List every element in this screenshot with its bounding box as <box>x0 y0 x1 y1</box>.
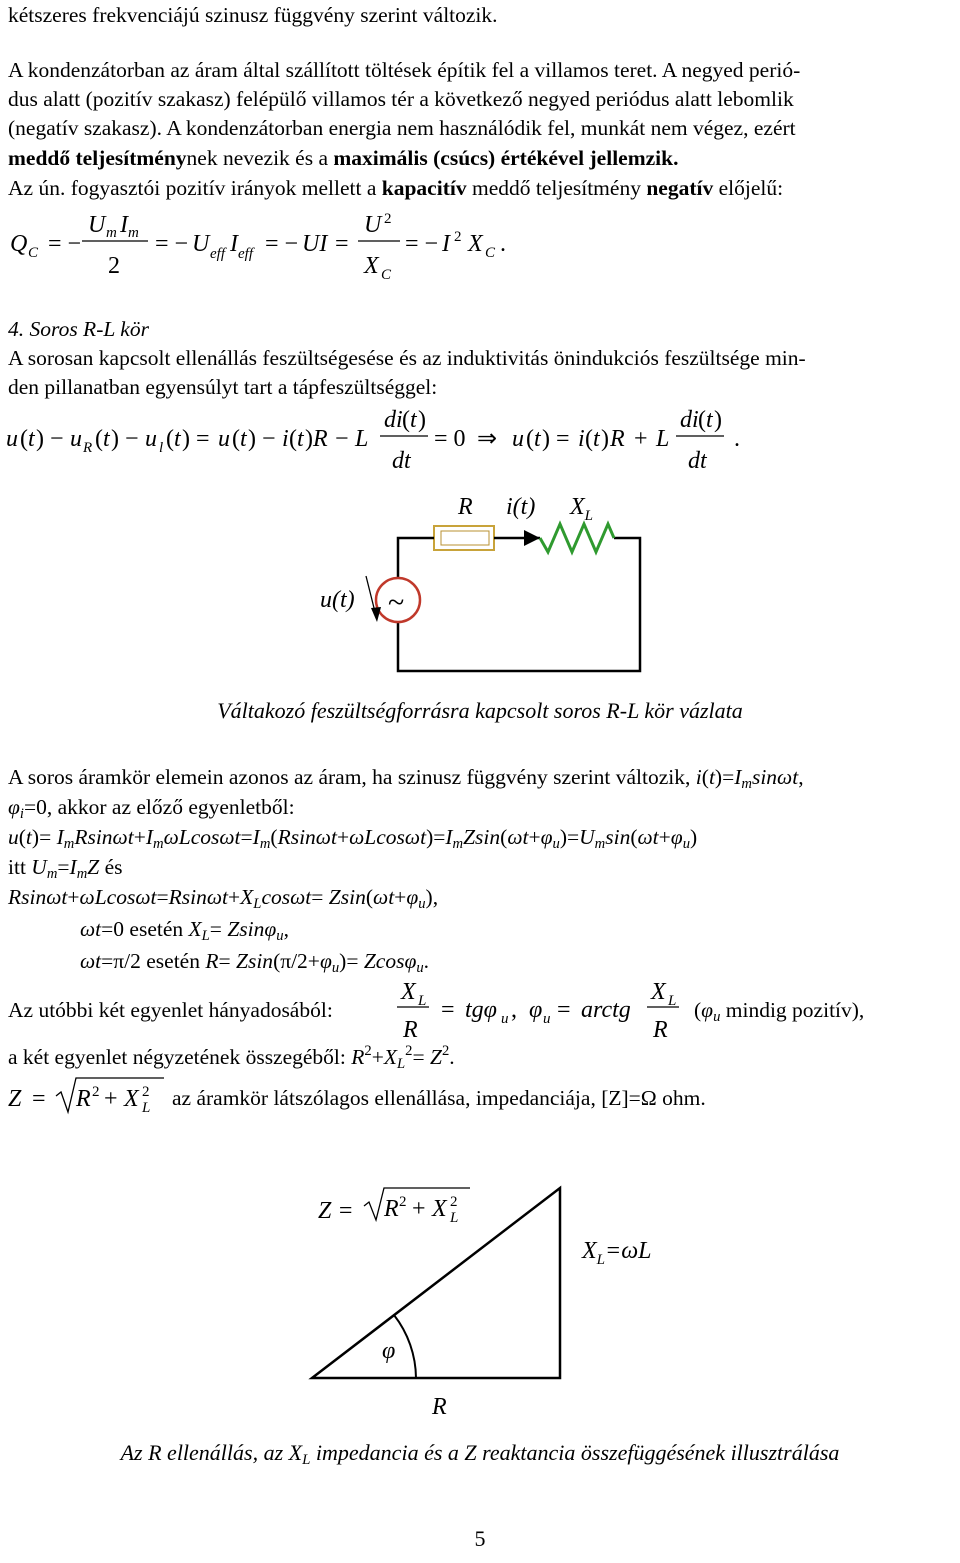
voltage-label: u(t) <box>320 587 355 613</box>
svg-text:= −: = − <box>265 231 299 257</box>
svg-text:U: U <box>192 231 210 257</box>
svg-text:(: ( <box>232 426 240 452</box>
svg-text:eff: eff <box>210 246 225 262</box>
svg-text:+: + <box>634 426 648 452</box>
text-line: A kondenzátorban az áram által szállított töltések építik fel a villamos teret. A negyed perió- <box>8 58 801 82</box>
formula-ratio <box>395 975 715 1045</box>
formula-qc <box>0 205 600 285</box>
text-span: előjelű: <box>713 176 784 200</box>
text-span: esetén <box>129 917 184 941</box>
svg-text:di: di <box>384 407 403 433</box>
svg-text:R: R <box>76 1086 91 1112</box>
svg-text:(: ( <box>585 426 593 452</box>
svg-text:.: . <box>734 426 740 452</box>
svg-text:⇒: ⇒ <box>477 426 498 452</box>
svg-text:R: R <box>83 440 93 456</box>
text-line: ($\varphi_u$ mindig pozitív), <box>694 998 865 1025</box>
svg-text:m: m <box>128 225 139 241</box>
svg-text:−: − <box>125 426 139 452</box>
svg-text:2: 2 <box>108 253 120 279</box>
svg-text:): ) <box>601 426 609 452</box>
svg-text:u: u <box>218 426 230 452</box>
svg-text:): ) <box>305 426 313 452</box>
svg-text:=: = <box>335 231 349 257</box>
svg-text:+: + <box>104 1086 118 1112</box>
svg-text:L: L <box>656 426 670 452</box>
svg-text:L: L <box>450 1210 459 1226</box>
svg-text:t: t <box>593 426 600 452</box>
text-line: $\varphi_i=0$, akkor az előző egyenletből: <box>8 795 295 822</box>
svg-text:=: = <box>32 1086 46 1112</box>
svg-text:tgφ: tgφ <box>465 997 497 1023</box>
bold-term: meddő teljesítmény <box>8 146 187 170</box>
text-span: mindig pozitív), <box>725 998 865 1022</box>
formula-line: $Rsin\omega t+\omega Lcos\omega t=Rsin\omega t+X_L\cos\omega t= Zsin(\omega t+\varphi_u)$, <box>8 885 439 912</box>
text-line: dus alatt (pozitív szakasz) felépülő villamos tér a következő negyed periódus alatt lebomlik <box>8 87 794 111</box>
svg-text:R: R <box>653 1017 668 1043</box>
svg-text:R: R <box>610 426 625 452</box>
inductor-symbol <box>540 524 614 552</box>
text-span: nek nevezik és a <box>186 146 334 170</box>
svg-text:u: u <box>543 1011 551 1027</box>
svg-text:(: ( <box>698 407 706 433</box>
circuit-caption: Váltakozó feszültségforrásra kapcsolt soros R-L kör vázlata <box>217 698 743 723</box>
svg-text:X: X <box>401 979 416 1005</box>
svg-text:di: di <box>680 407 699 433</box>
triangle-caption <box>0 1440 960 1466</box>
formula-line: itt $U_m=I_mZ$ és <box>8 855 123 882</box>
svg-text:R: R <box>403 1017 418 1043</box>
text-span: meddő teljesítmény <box>466 176 647 200</box>
svg-text:.: . <box>500 231 506 257</box>
svg-text:X: X <box>468 231 483 257</box>
svg-text:(: ( <box>20 426 28 452</box>
text-line <box>8 173 783 203</box>
svg-text:): ) <box>248 426 256 452</box>
svg-text:Q: Q <box>10 231 28 257</box>
svg-text:m: m <box>106 225 117 241</box>
svg-text:L: L <box>142 1100 151 1116</box>
triangle-xl-label: $X_L=\omega L$ <box>582 1238 652 1268</box>
svg-text:t: t <box>240 426 247 452</box>
angle-label: φ <box>382 1338 396 1364</box>
formula-kvl <box>0 402 760 478</box>
svg-text:2: 2 <box>399 1194 407 1210</box>
formula-line: ωt=π/2 esetén $R= Zsin(\pi/2+\varphi_u)= Zcos\varphi_u$. <box>80 949 430 976</box>
svg-text:t: t <box>706 407 713 433</box>
svg-text:(: ( <box>289 426 297 452</box>
svg-text:i: i <box>282 426 289 452</box>
impedance-triangle <box>0 1180 960 1420</box>
text-line: kétszeres frekvenciájú szinusz függvény szerint változik. <box>8 3 498 27</box>
inductance-label: $X_L$ <box>570 494 594 524</box>
svg-text:= 0: = 0 <box>434 426 466 452</box>
svg-text:(: ( <box>402 407 410 433</box>
svg-text:= −: = − <box>155 231 189 257</box>
svg-text:L: L <box>418 993 427 1009</box>
resistor-label: R <box>458 494 473 520</box>
svg-text:u: u <box>70 426 82 452</box>
svg-text:−: − <box>335 426 349 452</box>
svg-text:2: 2 <box>454 229 462 245</box>
svg-text:C: C <box>28 245 39 261</box>
formula-z <box>0 1074 180 1120</box>
svg-text:X: X <box>651 979 666 1005</box>
text-line: (negatív szakasz). A kondenzátorban energia nem használódik fel, munkát nem végez, ezért <box>8 116 796 140</box>
svg-text:t: t <box>534 426 541 452</box>
svg-text:C: C <box>381 267 392 283</box>
svg-text:): ) <box>418 407 426 433</box>
svg-text:t: t <box>28 426 35 452</box>
svg-text:u: u <box>501 1011 509 1027</box>
text-span: =0, akkor az előző egyenletből: <box>23 795 295 819</box>
text-span: és <box>104 855 123 879</box>
text-span: L <box>302 1452 311 1468</box>
svg-text:,: , <box>511 997 517 1023</box>
circuit-wires <box>398 538 640 671</box>
formula-line: ωt=0 esetén $X_L= Zsin\varphi_u$, <box>80 917 289 944</box>
page-number: 5 <box>474 1526 486 1551</box>
svg-text:t: t <box>410 407 417 433</box>
svg-text:u: u <box>512 426 524 452</box>
svg-text:I: I <box>120 212 128 238</box>
svg-text:=: = <box>441 997 455 1023</box>
text-line: den pillanatban egyensúlyt tart a tápfeszültséggel: <box>8 375 438 399</box>
svg-text:u: u <box>145 426 157 452</box>
svg-text:U: U <box>88 212 106 238</box>
text-line: A soros áramkör elemein azonos az áram, ha szinusz függvény szerint változik, $i(t)=I_m\sin\omega t$, <box>8 765 804 792</box>
svg-text:φ: φ <box>529 997 543 1023</box>
bold-term: kapacitív <box>381 176 467 200</box>
current-arrow <box>524 530 540 546</box>
svg-text:): ) <box>36 426 44 452</box>
svg-text:2: 2 <box>384 211 392 227</box>
svg-text:U: U <box>364 212 382 238</box>
svg-text:i: i <box>578 426 585 452</box>
svg-text:): ) <box>714 407 722 433</box>
text-span: esetén <box>146 949 200 973</box>
section-title: 4. Soros R-L kör <box>8 317 149 341</box>
svg-text:X: X <box>432 1196 447 1222</box>
svg-text:=: = <box>557 997 571 1023</box>
text-line: az áramkör látszólagos ellenállása, impedanciája, [Z]=Ω ohm. <box>172 1086 706 1110</box>
svg-text:+: + <box>412 1196 426 1222</box>
svg-text:): ) <box>182 426 190 452</box>
text-span: A soros áramkör elemein azonos az áram, ha szinusz függvény szerint változik, <box>8 765 691 789</box>
svg-text:R: R <box>313 426 328 452</box>
svg-text:u: u <box>6 426 18 452</box>
triangle-z-label: Z = <box>318 1198 354 1224</box>
angle-arc <box>394 1315 416 1378</box>
svg-text:= −: = − <box>405 231 439 257</box>
svg-text:I: I <box>442 231 450 257</box>
text-span: itt <box>8 855 26 879</box>
svg-text:−: − <box>50 426 64 452</box>
text-span: Az R ellenállás, az X <box>120 1440 303 1465</box>
svg-text:dt: dt <box>688 448 707 474</box>
bold-term: negatív <box>646 176 714 200</box>
svg-text:UI: UI <box>302 231 328 257</box>
svg-text:= −: = − <box>48 231 82 257</box>
svg-text:C: C <box>485 245 496 261</box>
svg-text:R: R <box>384 1196 399 1222</box>
svg-text:L: L <box>668 993 677 1009</box>
text-span: impedancia és a Z reaktancia összefüggésének illusztrálása <box>310 1440 840 1465</box>
svg-text:Z: Z <box>8 1086 22 1112</box>
text-span: a két egyenlet négyzetének összegéből: <box>8 1045 346 1069</box>
svg-text:): ) <box>542 426 550 452</box>
svg-text:t: t <box>297 426 304 452</box>
svg-text:eff: eff <box>238 246 253 262</box>
text-line: Az utóbbi két egyenlet hányadosából: <box>8 998 333 1022</box>
svg-text:t: t <box>174 426 181 452</box>
circuit-diagram <box>0 490 960 690</box>
svg-text:I: I <box>230 231 238 257</box>
svg-text:2: 2 <box>142 1084 150 1100</box>
bold-term: maximális (csúcs) értékével jellemzik. <box>333 146 679 170</box>
svg-text:2: 2 <box>450 1194 458 1210</box>
svg-text:−: − <box>262 426 276 452</box>
current-label: i(t) <box>506 494 536 520</box>
svg-text:l: l <box>159 440 164 456</box>
triangle-r-label: R <box>432 1394 447 1420</box>
source-symbol: ~ <box>388 586 405 619</box>
text-span: Az ún. fogyasztói pozitív irányok mellett a <box>8 176 382 200</box>
svg-text:=: = <box>556 426 570 452</box>
svg-text:dt: dt <box>392 448 411 474</box>
svg-text:(: ( <box>95 426 103 452</box>
svg-text:L: L <box>355 426 369 452</box>
svg-text:X: X <box>124 1086 139 1112</box>
formula-line: $u(t)= I_mRsin\omega t+I_m\omega Lcos\omega t=I_m(Rsin\omega t+\omega Lcos\omega t)=I_mZsin(\omega t+\varphi_u)=U_m\sin(\omega t+\varphi_u)$ <box>8 825 698 852</box>
svg-text:2: 2 <box>92 1084 100 1100</box>
svg-text:t: t <box>103 426 110 452</box>
text-line: A sorosan kapcsolt ellenállás feszültségesése és az induktivitás önindukciós feszültsége min- <box>8 346 806 370</box>
svg-text:X: X <box>364 253 379 279</box>
text-line: a két egyenlet négyzetének összegéből: $R^2+X_L^2= Z^2$. <box>8 1043 455 1072</box>
svg-text:): ) <box>111 426 119 452</box>
svg-text:=: = <box>196 426 210 452</box>
svg-text:arctg: arctg <box>581 997 631 1023</box>
svg-text:(: ( <box>526 426 534 452</box>
text-line <box>8 143 678 173</box>
svg-text:(: ( <box>166 426 174 452</box>
